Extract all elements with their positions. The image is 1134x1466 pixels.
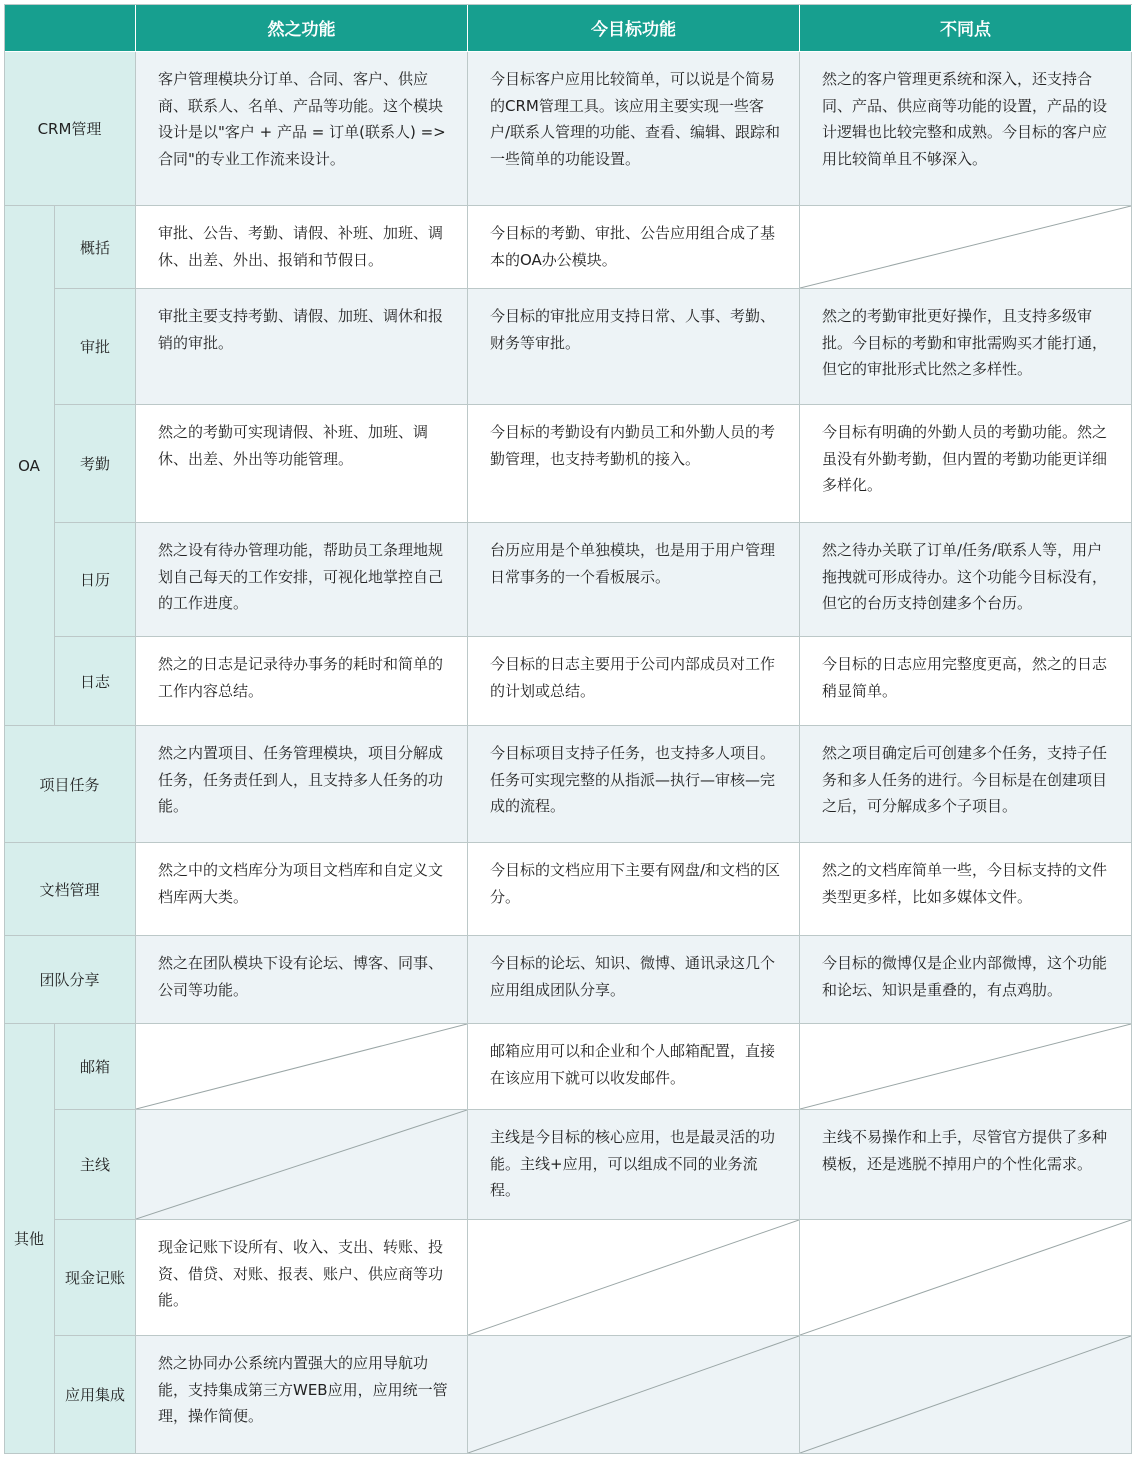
cell-shenpi-jinmubiao: 今目标的审批应用支持日常、人事、考勤、财务等审批。 — [468, 289, 800, 405]
row-label-tuandui: 团队分享 — [4, 936, 136, 1024]
cell-rili-ranzhi: 然之设有待办管理功能，帮助员工条理地规划自己每天的工作安排，可视化地掌控自己的工作进度。 — [136, 523, 468, 637]
cell-shenpi-ranzhi: 审批主要支持考勤、请假、加班、调休和报销的审批。 — [136, 289, 468, 405]
cell-xiangmu-jinmubiao: 今目标项目支持子任务，也支持多人项目。任务可实现完整的从指派—执行—审核—完成的流程。 — [468, 726, 800, 843]
cell-rizhi-difference: 今目标的日志应用完整度更高，然之的日志稍显简单。 — [800, 637, 1132, 726]
cell-xiangmu-ranzhi: 然之内置项目、任务管理模块，项目分解成任务，任务责任到人，且支持多人任务的功能。 — [136, 726, 468, 843]
cell-gaikuo-difference-empty — [800, 206, 1132, 289]
row-label-jicheng: 应用集成 — [55, 1336, 136, 1454]
cell-rili-jinmubiao: 台历应用是个单独模块，也是用于用户管理日常事务的一个看板展示。 — [468, 523, 800, 637]
cell-tuandui-ranzhi: 然之在团队模块下设有论坛、博客、同事、公司等功能。 — [136, 936, 468, 1024]
cell-kaoqin-jinmubiao: 今目标的考勤设有内勤员工和外勤人员的考勤管理，也支持考勤机的接入。 — [468, 405, 800, 523]
row-label-kaoqin: 考勤 — [55, 405, 136, 523]
cell-shenpi-difference: 然之的考勤审批更好操作，且支持多级审批。今目标的考勤和审批需购买才能打通，但它的审批形式比然之多样性。 — [800, 289, 1132, 405]
row-label-rizhi: 日志 — [55, 637, 136, 726]
cell-wendang-difference: 然之的文档库简单一些，今目标支持的文件类型更多样，比如多媒体文件。 — [800, 843, 1132, 936]
comparison-table — [4, 4, 1132, 1454]
cell-tuandui-jinmubiao: 今目标的论坛、知识、微博、通讯录这几个应用组成团队分享。 — [468, 936, 800, 1024]
group-label-other: 其他 — [4, 1024, 55, 1454]
row-label-wendang: 文档管理 — [4, 843, 136, 936]
cell-jicheng-difference-empty — [800, 1336, 1132, 1454]
row-label-zhuxian: 主线 — [55, 1110, 136, 1220]
cell-rili-difference: 然之待办关联了订单/任务/联系人等，用户拖拽就可形成待办。这个功能今目标没有，但它的台历支持创建多个台历。 — [800, 523, 1132, 637]
cell-youxiang-difference-empty — [800, 1024, 1132, 1110]
cell-crm-difference: 然之的客户管理更系统和深入，还支持合同、产品、供应商等功能的设置，产品的设计逻辑也比较完整和成熟。今目标的客户应用比较简单且不够深入。 — [800, 52, 1132, 206]
cell-crm-ranzhi: 客户管理模块分订单、合同、客户、供应商、联系人、名单、产品等功能。这个模块设计是以"客户 + 产品 = 订单(联系人) => 合同"的专业工作流来设计。 — [136, 52, 468, 206]
header-corner — [4, 4, 136, 52]
row-label-youxiang: 邮箱 — [55, 1024, 136, 1110]
row-label-shenpi: 审批 — [55, 289, 136, 405]
cell-zhuxian-jinmubiao: 主线是今目标的核心应用，也是最灵活的功能。主线+应用，可以组成不同的业务流程。 — [468, 1110, 800, 1220]
cell-xianjin-difference-empty — [800, 1220, 1132, 1336]
cell-tuandui-difference: 今目标的微博仅是企业内部微博，这个功能和论坛、知识是重叠的，有点鸡肋。 — [800, 936, 1132, 1024]
cell-rizhi-jinmubiao: 今目标的日志主要用于公司内部成员对工作的计划或总结。 — [468, 637, 800, 726]
cell-xiangmu-difference: 然之项目确定后可创建多个任务，支持子任务和多人任务的进行。今目标是在创建项目之后，可分解成多个子项目。 — [800, 726, 1132, 843]
group-label-oa: OA — [4, 206, 55, 726]
header-difference: 不同点 — [800, 4, 1132, 52]
row-label-gaikuo: 概括 — [55, 206, 136, 289]
cell-xianjin-jinmubiao-empty — [468, 1220, 800, 1336]
cell-kaoqin-ranzhi: 然之的考勤可实现请假、补班、加班、调休、出差、外出等功能管理。 — [136, 405, 468, 523]
row-label-crm: CRM管理 — [4, 52, 136, 206]
row-label-xianjin: 现金记账 — [55, 1220, 136, 1336]
row-label-rili: 日历 — [55, 523, 136, 637]
header-jinmubiao: 今目标功能 — [468, 4, 800, 52]
cell-jicheng-ranzhi: 然之协同办公系统内置强大的应用导航功能，支持集成第三方WEB应用，应用统一管理，操作简便。 — [136, 1336, 468, 1454]
cell-kaoqin-difference: 今目标有明确的外勤人员的考勤功能。然之虽没有外勤考勤，但内置的考勤功能更详细多样化。 — [800, 405, 1132, 523]
cell-youxiang-ranzhi-empty — [136, 1024, 468, 1110]
cell-wendang-jinmubiao: 今目标的文档应用下主要有网盘/和文档的区分。 — [468, 843, 800, 936]
cell-xianjin-ranzhi: 现金记账下设所有、收入、支出、转账、投资、借贷、对账、报表、账户、供应商等功能。 — [136, 1220, 468, 1336]
cell-gaikuo-ranzhi: 审批、公告、考勤、请假、补班、加班、调休、出差、外出、报销和节假日。 — [136, 206, 468, 289]
header-ranzhi: 然之功能 — [136, 4, 468, 52]
cell-zhuxian-difference: 主线不易操作和上手，尽管官方提供了多种模板，还是逃脱不掉用户的个性化需求。 — [800, 1110, 1132, 1220]
cell-rizhi-ranzhi: 然之的日志是记录待办事务的耗时和简单的工作内容总结。 — [136, 637, 468, 726]
row-label-xiangmu: 项目任务 — [4, 726, 136, 843]
cell-youxiang-jinmubiao: 邮箱应用可以和企业和个人邮箱配置，直接在该应用下就可以收发邮件。 — [468, 1024, 800, 1110]
cell-crm-jinmubiao: 今目标客户应用比较简单，可以说是个简易的CRM管理工具。该应用主要实现一些客户/联系人管理的功能、查看、编辑、跟踪和一些简单的功能设置。 — [468, 52, 800, 206]
cell-jicheng-jinmubiao-empty — [468, 1336, 800, 1454]
cell-gaikuo-jinmubiao: 今目标的考勤、审批、公告应用组合成了基本的OA办公模块。 — [468, 206, 800, 289]
cell-wendang-ranzhi: 然之中的文档库分为项目文档库和自定义文档库两大类。 — [136, 843, 468, 936]
cell-zhuxian-ranzhi-empty — [136, 1110, 468, 1220]
